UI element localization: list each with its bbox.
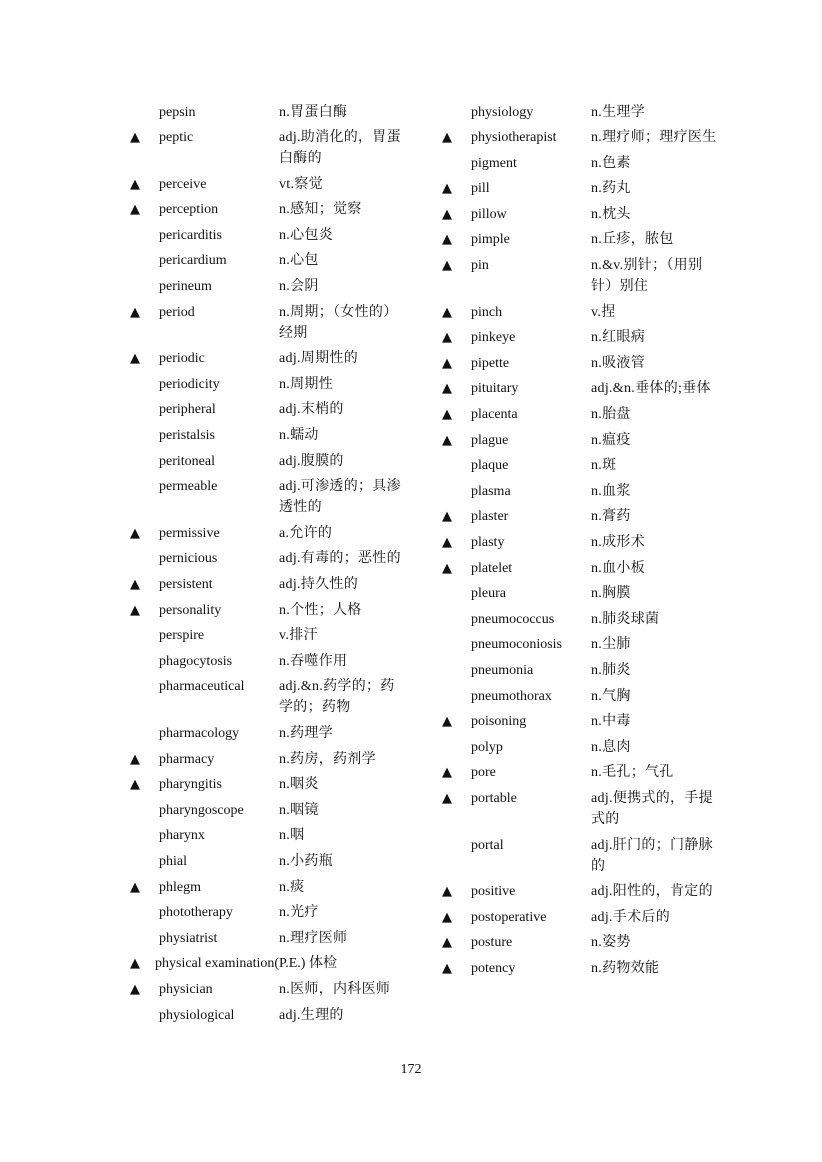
entry-term: physiatrist: [159, 930, 218, 946]
glossary-entry: [130, 423, 430, 449]
entry-definition: n.心包: [279, 253, 319, 269]
glossary-entry: [130, 222, 430, 248]
entry-definition: n.蠕动: [279, 428, 319, 444]
entry-term: pharyngoscope: [159, 802, 244, 818]
entry-definition: n.肺炎: [591, 662, 631, 678]
glossary-entry: [130, 99, 430, 125]
entry-term: pneumothorax: [471, 688, 552, 704]
entry-definition: n.色素: [591, 155, 631, 171]
entry-term: peptic: [159, 130, 194, 146]
glossary-entry: [442, 376, 742, 402]
entry-definition: adj.腹膜的: [279, 453, 344, 469]
glossary-entry: [442, 683, 742, 709]
entry-term: perineum: [159, 279, 212, 295]
entry-definition: n.姿势: [591, 935, 631, 951]
glossary-entry: [442, 904, 742, 930]
triangle-marker-icon: ▲: [442, 381, 452, 397]
glossary-entry: [442, 606, 742, 632]
glossary-entry: [130, 197, 430, 223]
glossary-entry: [442, 581, 742, 607]
entry-definition: n.医师，内科医师: [279, 981, 391, 997]
triangle-marker-icon: ▲: [442, 432, 452, 448]
entry-definition: n.药理学: [279, 725, 333, 741]
entry-definition: adj.末梢的: [279, 402, 344, 418]
entry-term: pneumonia: [471, 662, 534, 678]
glossary-entry: [130, 248, 430, 274]
glossary-entry: [130, 572, 430, 598]
entry-term: personality: [159, 602, 222, 618]
glossary-entry: [442, 402, 742, 428]
triangle-marker-icon: ▲: [442, 560, 452, 576]
entry-definition: n.光疗: [279, 905, 319, 921]
triangle-marker-icon: ▲: [130, 879, 140, 895]
entry-term: pore: [471, 765, 496, 781]
entry-term: peristalsis: [159, 428, 215, 444]
triangle-marker-icon: ▲: [130, 956, 140, 972]
glossary-entry: [442, 150, 742, 176]
entry-term: phlegm: [159, 879, 201, 895]
entry-term: placenta: [471, 407, 518, 423]
entry-term: pinkeye: [471, 330, 516, 346]
glossary-entry: [130, 797, 430, 823]
triangle-marker-icon: ▲: [442, 258, 452, 274]
entry-term: pepsin: [159, 104, 196, 120]
glossary-entry: [130, 900, 430, 926]
triangle-marker-icon: ▲: [442, 790, 452, 806]
glossary-entry: [442, 955, 742, 981]
triangle-marker-icon: ▲: [442, 884, 452, 900]
triangle-marker-icon: ▲: [442, 181, 452, 197]
glossary-entry: [130, 848, 430, 874]
entry-term: posture: [471, 935, 513, 951]
glossary-entry: [442, 709, 742, 735]
entry-term: perception: [159, 202, 219, 218]
triangle-marker-icon: ▲: [442, 206, 452, 222]
entry-definition: n.个性；人格: [279, 602, 362, 618]
triangle-marker-icon: ▲: [130, 602, 140, 618]
triangle-marker-icon: ▲: [130, 304, 140, 320]
glossary-entry: [130, 474, 430, 521]
entry-definition: n.咽: [279, 828, 305, 844]
entry-term: pigment: [471, 155, 517, 171]
entry-definition: n.中毒: [591, 714, 631, 730]
entry-term: pillow: [471, 206, 507, 222]
glossary-entry: [130, 274, 430, 300]
glossary-entry: [442, 504, 742, 530]
glossary-entry: [130, 746, 430, 772]
entry-definition: n.理疗师；理疗医生: [591, 130, 717, 146]
glossary-entry: [442, 453, 742, 479]
glossary-entry: [442, 227, 742, 253]
entry-term: phototherapy: [159, 905, 233, 921]
entry-term: pneumococcus: [471, 611, 555, 627]
entry-definition: adj.可渗透的；具渗透性的: [279, 479, 401, 516]
triangle-marker-icon: ▲: [442, 765, 452, 781]
entry-definition: adj.阳性的，肯定的: [591, 884, 713, 900]
entry-term: perceive: [159, 176, 207, 192]
entry-definition: n.理疗医师: [279, 930, 348, 946]
entry-term: physiotherapist: [471, 130, 557, 146]
entry-definition: adj.周期性的: [279, 351, 359, 367]
entry-definition: n.周期；（女性的）经期: [279, 304, 398, 341]
triangle-marker-icon: ▲: [442, 960, 452, 976]
entry-term: peripheral: [159, 402, 216, 418]
glossary-entry: [442, 299, 742, 325]
entry-term: pituitary: [471, 381, 519, 397]
glossary-entry: [130, 299, 430, 346]
entry-term: pharmaceutical: [159, 679, 245, 695]
glossary-entry: [130, 720, 430, 746]
glossary-entry: [442, 253, 742, 300]
glossary-entry: [442, 325, 742, 351]
entry-term: perspire: [159, 628, 205, 644]
entry-definition: n.成形术: [591, 535, 645, 550]
entry-definition: n.小药瓶: [279, 853, 333, 869]
glossary-entry: [130, 674, 430, 721]
glossary-entry: [442, 632, 742, 658]
triangle-marker-icon: ▲: [442, 304, 452, 320]
entry-definition: n.丘疹，脓包: [591, 232, 674, 248]
triangle-marker-icon: ▲: [130, 202, 140, 218]
entry-definition: n.斑: [591, 458, 617, 474]
entry-term: portable: [471, 790, 517, 806]
triangle-marker-icon: ▲: [442, 535, 452, 550]
entry-definition: n.咽镜: [279, 802, 319, 818]
entry-definition: n.气胸: [591, 688, 631, 704]
triangle-marker-icon: ▲: [442, 935, 452, 951]
entry-definition: n.血小板: [591, 560, 645, 576]
triangle-marker-icon: ▲: [442, 714, 452, 730]
triangle-marker-icon: ▲: [130, 525, 140, 541]
right-column: [442, 99, 742, 981]
triangle-marker-icon: ▲: [130, 751, 140, 767]
triangle-marker-icon: ▲: [130, 577, 140, 592]
entry-definition: n.尘肺: [591, 637, 631, 653]
glossary-entry: [442, 555, 742, 581]
entry-definition: adj.助消化的，胃蛋白酶的: [279, 130, 401, 167]
triangle-marker-icon: ▲: [442, 330, 452, 346]
entry-definition: n.生理学: [591, 104, 645, 120]
entry-term: poisoning: [471, 714, 527, 730]
triangle-marker-icon: ▲: [442, 509, 452, 525]
entry-term: pimple: [471, 232, 510, 248]
glossary-entry: [130, 448, 430, 474]
entry-term: pneumoconiosis: [471, 637, 562, 653]
glossary-entry: [130, 648, 430, 674]
entry-definition: n.药物效能: [591, 960, 660, 976]
glossary-entry: [442, 125, 742, 151]
entry-term: pharynx: [159, 828, 205, 844]
entry-definition: adj.生理的: [279, 1007, 344, 1023]
glossary-entry: [130, 597, 430, 623]
entry-term: pleura: [471, 586, 506, 602]
entry-term: permissive: [159, 525, 220, 541]
glossary-entry: [442, 350, 742, 376]
entry-term: phial: [159, 853, 187, 869]
glossary-entry: [130, 171, 430, 197]
entry-term: physiological: [159, 1007, 235, 1023]
entry-term: pernicious: [159, 551, 218, 567]
entry-term: plaque: [471, 458, 509, 474]
glossary-entry: [130, 951, 430, 977]
entry-definition: adj.便携式的，手提式的: [591, 790, 713, 827]
glossary-entry: [130, 371, 430, 397]
entry-definition: adj.有毒的；恶性的: [279, 551, 401, 567]
entry-term: persistent: [159, 577, 213, 592]
entry-term: pericarditis: [159, 227, 222, 243]
glossary-entry: [442, 785, 742, 832]
entry-definition: n.胎盘: [591, 407, 631, 423]
triangle-marker-icon: ▲: [442, 232, 452, 248]
entry-term: peritoneal: [159, 453, 215, 469]
glossary-entry: [442, 427, 742, 453]
triangle-marker-icon: ▲: [130, 777, 140, 793]
glossary-entry: [130, 397, 430, 423]
entry-definition: n.痰: [279, 879, 305, 895]
entry-definition: n.红眼病: [591, 330, 645, 346]
entry-definition: n.感知；觉察: [279, 202, 362, 218]
entry-definition: n.咽炎: [279, 777, 319, 793]
entry-term: positive: [471, 884, 516, 900]
left-column: [130, 99, 430, 1028]
glossary-entry: [442, 760, 742, 786]
glossary-entry: [442, 657, 742, 683]
entry-term: plaster: [471, 509, 509, 525]
entry-term: portal: [471, 837, 504, 853]
glossary-entry: [442, 734, 742, 760]
entry-definition: v.捏: [591, 304, 616, 320]
triangle-marker-icon: ▲: [442, 355, 452, 371]
triangle-marker-icon: ▲: [442, 130, 452, 146]
entry-term: pill: [471, 181, 490, 197]
entry-term: potency: [471, 960, 516, 976]
glossary-entry: [130, 925, 430, 951]
entry-definition: n.瘟疫: [591, 432, 631, 448]
entry-term: physiology: [471, 104, 534, 120]
triangle-marker-icon: ▲: [130, 351, 140, 367]
entry-term: pharmacology: [159, 725, 240, 741]
triangle-marker-icon: ▲: [130, 981, 140, 997]
entry-definition: adj.手术后的: [591, 909, 671, 925]
entry-term: pericardium: [159, 253, 227, 269]
entry-term: polyp: [471, 739, 503, 755]
glossary-entry: [130, 520, 430, 546]
entry-definition: n.周期性: [279, 376, 333, 392]
triangle-marker-icon: ▲: [130, 130, 140, 146]
entry-term: plague: [471, 432, 509, 448]
entry-definition: n.毛孔；气孔: [591, 765, 674, 781]
entry-term: phagocytosis: [159, 653, 233, 669]
entry-term: period: [159, 304, 195, 320]
entry-definition: adj.持久性的: [279, 577, 359, 592]
glossary-entry: [130, 772, 430, 798]
entry-definition: n.息肉: [591, 739, 631, 755]
entry-definition: n.胸膜: [591, 586, 631, 602]
entry-definition: n.心包炎: [279, 227, 333, 243]
entry-term: postoperative: [471, 909, 547, 925]
glossary-entry: [130, 546, 430, 572]
entry-term: periodic: [159, 351, 205, 367]
entry-term: physical examination(P.E.) 体检: [155, 956, 337, 972]
glossary-entry: [130, 874, 430, 900]
glossary-entry: [442, 99, 742, 125]
entry-term: pharmacy: [159, 751, 215, 767]
entry-definition: n.枕头: [591, 206, 631, 222]
glossary-entry: [442, 832, 742, 879]
glossary-entry: [130, 346, 430, 372]
glossary-entry: [130, 976, 430, 1002]
entry-definition: n.血浆: [591, 483, 631, 499]
glossary-entry: [442, 930, 742, 956]
entry-term: plasty: [471, 535, 505, 550]
entry-term: periodicity: [159, 376, 220, 392]
entry-definition: vt.察觉: [279, 176, 323, 192]
glossary-entry: [442, 478, 742, 504]
entry-definition: adj.&n.药学的；药学的；药物: [279, 679, 395, 716]
glossary-entry: [442, 879, 742, 905]
entry-term: pharyngitis: [159, 777, 222, 793]
glossary-entry: [130, 1002, 430, 1028]
entry-definition: n.肺炎球菌: [591, 611, 660, 627]
glossary-entry: [130, 623, 430, 649]
entry-term: pin: [471, 258, 489, 274]
entry-definition: n.&v.别针；（用别针）别住: [591, 258, 703, 295]
entry-term: pinch: [471, 304, 503, 320]
entry-term: platelet: [471, 560, 513, 576]
entry-term: plasma: [471, 483, 511, 499]
entry-definition: adj.&n.垂体的;垂体: [591, 381, 711, 397]
entry-definition: n.膏药: [591, 509, 631, 525]
entry-definition: n.胃蛋白酶: [279, 104, 348, 120]
triangle-marker-icon: ▲: [442, 909, 452, 925]
page-number: 172: [400, 1062, 422, 1077]
triangle-marker-icon: ▲: [442, 407, 452, 423]
entry-definition: v.排汗: [279, 628, 318, 644]
glossary-entry: [442, 530, 742, 556]
entry-term: pipette: [471, 355, 510, 371]
glossary-entry: [442, 176, 742, 202]
glossary-entry: [130, 125, 430, 172]
glossary-entry: [442, 201, 742, 227]
entry-definition: n.吞噬作用: [279, 653, 348, 669]
entry-definition: n.药丸: [591, 181, 631, 197]
triangle-marker-icon: ▲: [130, 176, 140, 192]
entry-definition: adj.肝门的；门静脉的: [591, 837, 713, 874]
glossary-entry: [130, 823, 430, 849]
entry-term: physician: [159, 981, 213, 997]
entry-definition: n.药房，药剂学: [279, 751, 376, 767]
entry-term: permeable: [159, 479, 218, 495]
entry-definition: n.会阴: [279, 279, 319, 295]
entry-definition: a.允许的: [279, 525, 333, 541]
entry-definition: n.吸液管: [591, 355, 645, 371]
